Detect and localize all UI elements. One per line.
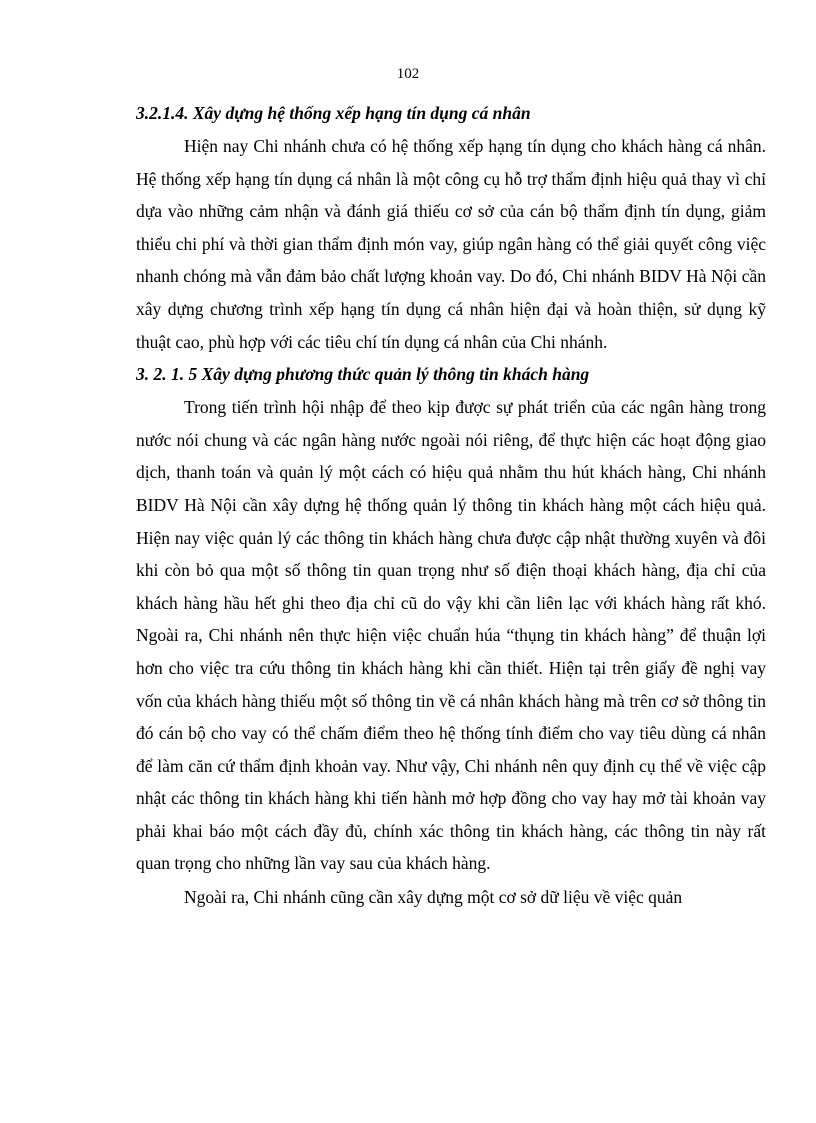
document-body [136,97,766,914]
section-paragraph-3-2-1-5-continued: Ngoài ra, Chi nhánh cũng cần xây dựng một cơ sở dữ liệu về việc quản [184,887,683,908]
page-number: 102 [396,66,420,82]
section-paragraph-3-2-1-5: Trong tiến trình hội nhập để theo kịp được sự phát triển của các ngân hàng trong nước nói chung và các ngân hàng nước ngoài nói riêng, để thực hiện các hoạt động giao dịch, thanh toán và quản lý một cách có hiệu quả nhằm thu hút khách hàng, Chi nhánh BIDV Hà Nội cần xây dựng hệ thống quản lý thông tin khách hàng một cách hiệu quả. Hiện nay việc quản lý các thông tin khách hàng chưa được cập nhật thường xuyên và đôi khi còn bỏ qua một số thông tin quan trọng như số điện thoại khách hàng, địa chỉ của khách hàng hầu hết ghi theo địa chỉ cũ do vậy khi cần liên lạc với khách hàng rất khó. Ngoài ra, Chi nhánh nên thực hiện việc chuẩn húa “thụng tin khách hàng” để thuận lợi hơn cho việc tra cứu thông tin khách hàng khi cần thiết. Hiện tại trên giấy đề nghị vay vốn của khách hàng thiếu một số thông tin về cá nhân khách hàng mà trên cơ sở thông tin đó cán bộ cho vay có thể chấm điểm theo hệ thống tính điểm cho vay tiêu dùng cá nhân để làm căn cứ thẩm định khoản vay. Như vậy, Chi nhánh nên quy định cụ thể về việc cập nhật các thông tin khách hàng khi tiến hành mở hợp đồng cho vay hay mở tài khoản vay phải khai báo một cách đầy đủ, chính xác thông tin khách hàng, các thông tin này rất quan trọng cho những lần vay sau của khách hàng. [136,397,766,874]
section-heading-3-2-1-5: 3. 2. 1. 5 Xây dựng phương thức quản lý thông tin khách hàng [136,364,590,385]
section-paragraph-3-2-1-4: Hiện nay Chi nhánh chưa có hệ thống xếp hạng tín dụng cho khách hàng cá nhân. Hệ thống xếp hạng tín dụng cá nhân là một công cụ hỗ trợ thẩm định hiệu quả thay vì chỉ dựa vào những cảm nhận và đánh giá thiếu cơ sở của cán bộ thẩm định tín dụng, giảm thiểu chi phí và thời gian thẩm định món vay, giúp ngân hàng có thể giải quyết công việc nhanh chóng mà vẫn đảm bảo chất lượng khoản vay. Do đó, Chi nhánh BIDV Hà Nội cần xây dựng chương trình xếp hạng tín dụng cá nhân hiện đại và hoàn thiện, sử dụng kỹ thuật cao, phù hợp với các tiêu chí tín dụng cá nhân của Chi nhánh. [136,136,766,352]
section-heading-3-2-1-4: 3.2.1.4. Xây dựng hệ thống xếp hạng tín dụng cá nhân [136,103,531,123]
